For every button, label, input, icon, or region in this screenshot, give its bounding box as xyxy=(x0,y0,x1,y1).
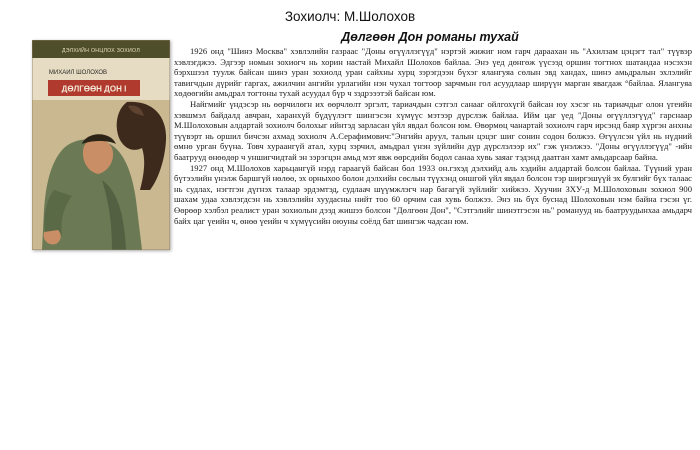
book-cover-image xyxy=(32,40,170,250)
cover-book-title: ДӨЛГӨӨН ДОН I xyxy=(61,84,127,94)
article-paragraph: 1926 онд "Шинэ Москва" хэвлэлийн газраас "Доны өгүүллэгүүд" нэртэй жижиг ном гарч дараахан нь "Ахилзам цэцэгт тал" түүвэр хэвлэгджээ. Эдгээр номын зохиогч нь хорин настай Михайл Шолохов байлаа. Энэ үед дөнгөж үүсээд оршин тогтнох шатандаа нэсэхэн бэрхшээл туулж байсан шинэ уран зохиолд уран сайхны хурц зэрэгдээн бүхэг ялангуяа сөлын эвд хандах, шинэ амьдралын эхлэлийг тавигчдын дүрийг гаргах, ажилчин ангийн урлагийн нэн чухал тогтоор зарчмын гол асуудлаар ширүүн марган явагдаж °байлаа. Ялангуяа хөдөөгийн амьдрал тогтоны тухай асуудал бүр ч зэдрэээтэй байсан юм. xyxy=(174,46,692,99)
cover-author-name: МИХАИЛ ШОЛОХОВ xyxy=(48,70,108,76)
author-line: Зохиолч: М.Шолохов xyxy=(284,9,416,24)
article-body xyxy=(174,46,692,226)
article-title: Дөлгөөн Дон романы тухай xyxy=(341,30,519,44)
cover-series-label: ДЭЛХИЙН ОНЦЛОХ ЗОХИОЛ xyxy=(61,48,141,54)
article-paragraph: 1927 онд М.Шолохов харьцангүй нэрд гараагүй байсан бол 1933 он.гэхэд дэлхийд аль хэдийн алдартай болсон байлаа. Түүний уран бүтээлийн үнэлж баршгүй нөлөө, эх орныхоо болон дэлхийн сөслын түүхэнд оншгой үйл явдал болсон тэр ширгэшүүй эх булгийг бүх талаас нь судлах, нэгтгэн дүгнэх талаар эрдэмтэд, судлаач шүүмжлэгч нар багагүй зүйлийг хийжээ. Хуучин ЗХУ-д М.Шолоховын зохиол 900 шахам удаа хэвлэгдсэн нь хэвлэлийн хуудасны нийт тоо 60 орчим сая хувь болжээ. Энэ нь бүх буснад Шолоховын нэм байна гэсэн үг. Өөрөөр хэлбэл реалист уран зохиолын дээд жишээ болсон "Дөлгөөн Дон", "Сэтгэлийг шинэтгэсэн нь" романууд нь баатруудынхаа амьдарч байх цаг үеийн ч, өнөө үеийн ч хүмүүсийн оюуны соёлд бат шингэж чадсан юм. xyxy=(174,162,692,226)
article-paragraph: Найгмийг үндэсэр нь өөрчилөгн их өөрчлөлт эргэлт, тариачдын сэтгэл санааг ойлгохүгй байсан юу хэсэг нь тариачдыг олон үгеийн хэвшмэл байдалд авчран, харанхүй бүдүүлэгт шингэсэн хүмүүс мэтээр дүрслэж байлаа. Ийм цаг үед "Доны өгүүллэгүүд" гарснаар М.Шолоховын алдартай зохиолч болохыг ийнтэд зарласан үйл явдал болсон юм. Өвөрмөц чанартай зохиолч гарч ирсэнд баяр хүргэн анхны түүвэрт нь оршил бичсэн ахмад зохиолч А.Серафимович:"Энгийн аруул, талын цэцэг шиг сонин содон болжээ. Өгүүлсэн үйл нь нүдний өмнө урган буүна. Товч хураангүй атал, хурц зэрчил, амьдрал үнэн зүйлийн дүр дүрслэлээр их" гэж үнэлжээ. "Доны өгүүллэгүүд" -ийн баатрууд өнөөдөр ч уншигчидтай эн зэрэгцэн амьд мэт явж өөрсдийн бодол санаа хувь заяаг тэдэнд даатган хамт амьдарсаар байна. xyxy=(174,98,692,162)
